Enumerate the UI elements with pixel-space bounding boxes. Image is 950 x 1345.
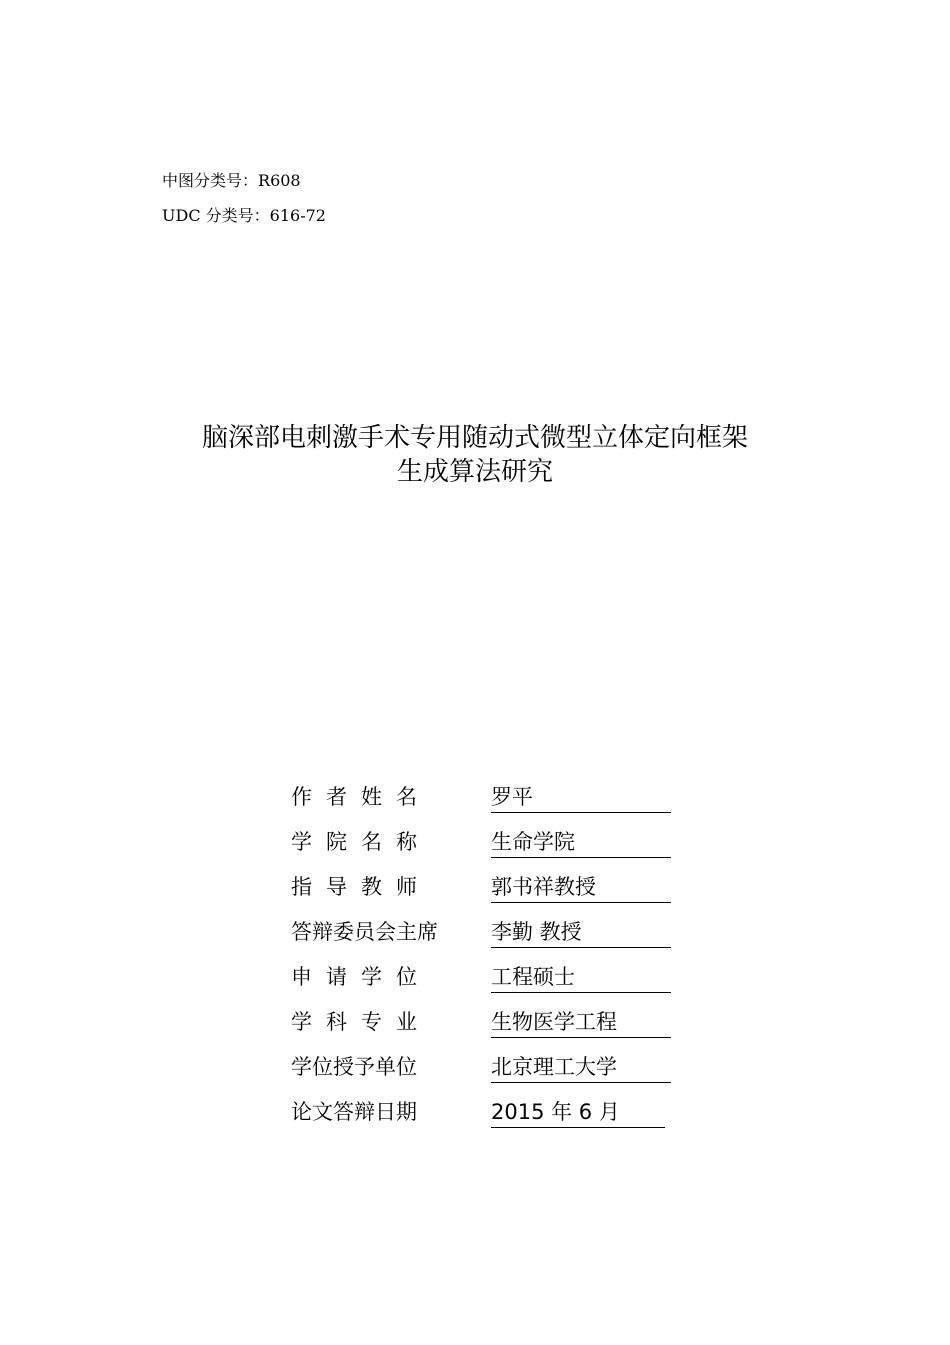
info-label: 申请学位: [291, 965, 431, 989]
thesis-title: [0, 421, 950, 489]
info-value: 2015 年 6 月: [491, 1097, 665, 1128]
title-line-1: 脑深部电刺激手术专用随动式微型立体定向框架: [201, 423, 748, 453]
info-label: 论文答辩日期: [291, 1100, 417, 1124]
info-value: 工程硕士: [491, 962, 671, 993]
title-line-2: 生成算法研究: [396, 457, 553, 487]
info-label: 指导教师: [291, 875, 431, 899]
info-value: 北京理工大学: [491, 1052, 671, 1083]
info-value: 郭书祥教授: [491, 872, 671, 903]
info-label: 学位授予单位: [291, 1055, 417, 1079]
info-value: 李勤 教授: [491, 917, 671, 948]
info-label: 学科专业: [291, 1010, 431, 1034]
clc-label: 中图分类号：: [162, 171, 259, 190]
info-value: 生命学院: [491, 827, 671, 858]
info-label: 学院名称: [291, 830, 431, 854]
udc-label: UDC 分类号：: [162, 206, 270, 225]
clc-classification: [162, 171, 301, 191]
clc-code: R608: [258, 171, 301, 190]
udc-classification: [162, 206, 326, 226]
info-label: 作者姓名: [291, 785, 431, 809]
info-label: 答辩委员会主席: [291, 920, 438, 944]
info-value: 生物医学工程: [491, 1007, 671, 1038]
info-value: 罗平: [491, 782, 671, 813]
udc-code: 616-72: [269, 206, 326, 225]
